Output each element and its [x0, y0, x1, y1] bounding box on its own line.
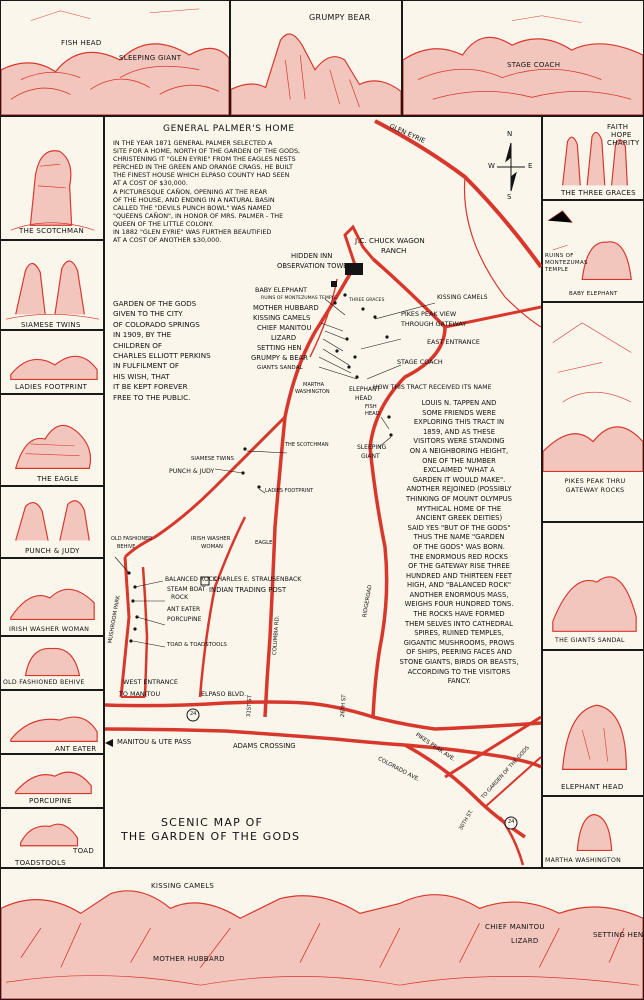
label-steamboat-1: STEAM BOAT	[167, 586, 206, 593]
label-kissing-camels-right: KISSING CAMELS	[437, 294, 488, 301]
panel-stage-coach	[402, 0, 644, 116]
caption-setting-hen: SETTING HEN	[593, 931, 644, 939]
text-line: CHILDREN OF	[113, 340, 163, 350]
label-siamese-twins: SIAMESE TWINS	[191, 456, 234, 462]
text-line: CALLED THE "DEVILS PUNCH BOWL" WAS NAMED	[113, 203, 272, 212]
text-line: CHARLES ELLIOTT PERKINS	[113, 351, 211, 361]
panel-eagle	[0, 394, 104, 486]
text-line: SAID YES "BUT OF THE GODS"	[407, 523, 511, 532]
label-pikes-view-2: THROUGH GATEWAY	[401, 320, 467, 328]
text-line: "QUEENS CAÑON", IN HONOR OF MRS. PALMER - THE	[113, 211, 284, 220]
text-line: LOUIS N. TAPPEN AND	[421, 399, 497, 407]
illustration-rocks	[1, 395, 103, 485]
panel-giants-sandal	[542, 522, 644, 650]
panel-fish-head-sleeping-giant	[0, 0, 230, 116]
label-martha-2: WASHINGTON	[295, 389, 330, 395]
label-31st: 31ST ST	[246, 694, 254, 718]
panel-toad	[0, 808, 104, 868]
panel-grumpy-bear	[230, 0, 402, 116]
panel-scotchman	[0, 116, 104, 240]
text-line: IN THE YEAR 1871 GENERAL PALMER SELECTED A	[113, 139, 273, 147]
compass-n: N	[507, 130, 513, 138]
label-pikes-peak-ave: PIKES PEAK AVE.	[414, 732, 456, 764]
story-heading: HOW THIS TRACT RECEIVED ITS NAME	[373, 384, 492, 391]
label-stage-coach: STAGE COACH	[397, 358, 443, 366]
caption-kissing-camels: KISSING CAMELS	[151, 882, 215, 890]
caption-sleeping-giant: SLEEPING GIANT	[119, 54, 182, 62]
caption-fish-head: FISH HEAD	[61, 39, 102, 47]
text-line: STONE GIANTS, BIRDS OR BEASTS,	[399, 658, 519, 667]
text-line: PERCHED IN THE GREEN AND ORANGE CRAGS. HE BUILT	[113, 163, 293, 172]
caption-beehive: OLD FASHIONED BEHIVE	[3, 679, 85, 686]
label-elpaso-blvd: ELPASO BLVD.	[201, 690, 247, 698]
label-elephant-1: ELEPHANT	[349, 386, 381, 393]
text-line: A PICTURESQUE CAÑON, OPENING AT THE REAR	[113, 187, 268, 196]
panel-irish-washer-woman	[0, 558, 104, 636]
gift-text	[113, 299, 245, 403]
label-hidden-inn-1: HIDDEN INN	[291, 252, 333, 260]
label-ladies-footprint: LADIES FOOTPRINT	[265, 488, 314, 494]
label-balanced-rock: BALANCED ROCK	[165, 576, 217, 583]
label-hidden-inn-2: OBSERVATION TOWER	[277, 262, 353, 270]
map-title-line2: THE GARDEN OF THE GODS	[121, 830, 301, 843]
text-line: FANCY.	[447, 677, 471, 686]
label-26th: 26TH ST	[340, 694, 348, 718]
text-line: HIS WISH, THAT	[113, 371, 170, 381]
panel-pikes-peak-gateway	[542, 302, 644, 522]
text-line: SOME FRIENDS WERE	[422, 408, 496, 417]
illustration-rocks	[403, 1, 643, 115]
text-line: FREE TO THE PUBLIC.	[113, 392, 191, 402]
caption-ant-eater: ANT EATER	[55, 745, 97, 753]
panel-elephant-head	[542, 650, 644, 796]
label-giants-sandal: GIANTS SANDAL	[257, 365, 303, 371]
label-grumpy-bear: GRUMPY & BEAR	[251, 354, 308, 362]
text-line: 1859, AND AS THESE	[422, 427, 496, 436]
label-sleeping-1: SLEEPING	[357, 444, 387, 451]
caption-martha: MARTHA WASHINGTON	[545, 857, 622, 864]
panel-bottom-rocks	[0, 868, 644, 1000]
palmer-text	[113, 139, 413, 244]
caption-porcupine: PORCUPINE	[29, 797, 72, 805]
text-line: OF THE GATEWAY RISE THREE	[408, 562, 510, 571]
text-line: THUS THE NAME "GARDEN	[413, 533, 505, 542]
text-line: SITE FOR A HOME, NORTH OF THE GARDEN OF THE GODS,	[113, 147, 301, 156]
text-line: OF THE GODS" WAS BORN.	[413, 542, 505, 551]
road-mushroom	[121, 557, 129, 697]
label-30th: 30TH ST.	[458, 808, 475, 832]
label-fish-1: FISH	[365, 404, 377, 410]
label-ridgeroad: RIDGEROAD	[362, 584, 374, 618]
label-three-graces: THREE GRACES	[349, 298, 385, 303]
text-line: THE FINEST HOUSE WHICH ELPASO COUNTY HAD SEEN	[113, 171, 290, 180]
text-line: SPIRES, RUINED TEMPLES,	[414, 629, 504, 638]
text-line: IT BE KEPT FOREVER	[113, 382, 188, 392]
caption-pikes-peak: PIKES PEAK THRU GATEWAY ROCKS	[564, 477, 626, 494]
illustration-rocks	[1, 691, 103, 753]
label-to-garden: TO GARDEN OF THE GODS	[480, 745, 531, 801]
text-line: EXPLORING THIS TRACT IN	[413, 418, 505, 427]
compass-w: W	[488, 162, 495, 170]
label-old-beehive-2: BEHIVE	[117, 544, 136, 550]
text-line: ANCIENT GREEK DEITIES)	[415, 514, 503, 523]
label-columbia: COLUMBIA RD.	[272, 615, 281, 656]
label-old-beehive-1: OLD FASHIONED	[111, 536, 153, 542]
compass-rose	[497, 143, 525, 191]
text-line: GARDEN IT WOULD MAKE".	[412, 475, 506, 484]
text-line: OF COLORADO SPRINGS	[113, 319, 200, 329]
caption-charity: CHARITY	[607, 139, 640, 147]
text-line: OF THE HOUSE, AND ENDING IN A NATURAL BASIN	[113, 195, 275, 204]
illustration-rocks	[543, 651, 643, 795]
compass-e: E	[528, 162, 533, 170]
text-line: IN 1882 "GLEN EYRIE" WAS FURTHER BEAUTIFIED	[113, 228, 272, 237]
caption-ladies: LADIES FOOTPRINT	[15, 383, 88, 391]
text-line: AT A COST OF $30,000.	[113, 179, 188, 188]
illustration-rocks	[543, 201, 643, 301]
label-east-entrance: EAST ENTRANCE	[427, 338, 480, 346]
panel-ruins-baby-elephant	[542, 200, 644, 302]
label-mushroom-park: MUSHROOM PARK	[107, 595, 122, 645]
label-glen-eyrie: GLEN EYRIE	[388, 122, 427, 145]
label-pikes-view-1: PIKES PEAK VIEW	[401, 310, 457, 318]
panel-three-graces	[542, 116, 644, 200]
text-line: GIGANTIC MUSHROOMS, PROWS	[403, 638, 515, 647]
text-line: ACCORDING TO THE VISITORS	[407, 667, 511, 676]
panel-porcupine	[0, 754, 104, 808]
caption-toad: TOAD	[73, 847, 95, 855]
label-route-24: 24	[190, 711, 197, 717]
label-chuck-wagon-1: J.C. CHUCK WAGON	[355, 236, 425, 245]
caption-lizard: LIZARD	[511, 937, 539, 945]
label-trading-2: INDIAN TRADING POST	[209, 586, 287, 594]
compass-s: S	[507, 193, 512, 201]
text-line: QUEEN OF THE LITTLE COLONY.	[113, 219, 214, 228]
caption-giants-sandal: THE GIANTS SANDAL	[555, 637, 625, 644]
caption-hope: HOPE	[611, 131, 632, 139]
story-text	[377, 399, 541, 687]
label-colorado-ave: COLORADO AVE.	[376, 756, 421, 784]
label-elephant-2: HEAD	[355, 395, 373, 402]
text-line: THEM SELVES INTO CATHEDRAL	[405, 619, 513, 628]
text-line: THE ROCKS HAVE FORMED	[413, 610, 505, 619]
label-baby-elephant: BABY ELEPHANT	[255, 286, 308, 294]
caption-mother-hubbard: MOTHER HUBBARD	[153, 955, 225, 963]
label-west-entrance: WEST ENTRANCE	[123, 678, 178, 686]
text-line: ONE OF THE NUMBER	[422, 456, 496, 465]
label-eagle: EAGLE	[255, 540, 273, 546]
label-toad: TOAD & TOADSTOOLS	[167, 642, 227, 648]
label-fish-2: HEAD	[365, 411, 380, 417]
caption-punch: PUNCH & JUDY	[25, 547, 80, 555]
label-porcupine: PORCUPINE	[167, 616, 202, 623]
caption-irish: IRISH WASHER WOMAN	[9, 625, 90, 633]
text-line: THINKING OF MOUNT OLYMPUS	[406, 494, 512, 503]
text-line: IN FULFILMENT OF	[113, 361, 180, 371]
label-steamboat-2: ROCK	[171, 594, 189, 601]
text-line: VISITORS WERE STANDING	[413, 437, 505, 446]
label-ant-eater: ANT EATER	[167, 606, 201, 613]
label-irish-2: WOMAN	[201, 544, 223, 550]
label-martha-1: MARTHA	[303, 382, 325, 388]
illustration-rocks	[1, 117, 103, 239]
map-title-line1: SCENIC MAP OF	[161, 816, 263, 829]
label-adams-crossing: ADAMS CROSSING	[233, 742, 296, 750]
panel-ladies-footprint	[0, 330, 104, 394]
text-line: MYTHICAL HOME OF THE	[416, 504, 502, 513]
map-area	[104, 116, 542, 868]
panel-punch-judy	[0, 486, 104, 558]
text-line: THE ENORMOUS RED ROCKS	[410, 552, 508, 561]
panel-martha-washington	[542, 796, 644, 868]
illustration-rocks	[1, 1, 229, 115]
illustration-rocks	[1, 241, 103, 329]
text-line: EXCLAIMED "WHAT A	[423, 466, 495, 475]
caption-siamese: SIAMESE TWINS	[21, 321, 81, 329]
text-line: HIGH, AND "BALANCED ROCK"	[407, 581, 511, 590]
caption-ruins: RUINS OF MONTEZUMAS TEMPLE	[545, 253, 588, 273]
illustration-rocks	[543, 523, 643, 649]
text-line: ANOTHER REJOINED (POSSIBLY	[406, 485, 512, 494]
label-irish-1: IRISH WASHER	[191, 536, 231, 542]
label-chuck-wagon-2: RANCH	[381, 246, 407, 255]
illustration-rocks	[1, 559, 103, 635]
caption-baby-elephant: BABY ELEPHANT	[569, 291, 618, 297]
label-mother-hubbard: MOTHER HUBBARD	[253, 304, 319, 312]
label-punch-judy: PUNCH & JUDY	[169, 468, 215, 475]
caption-eagle: THE EAGLE	[37, 475, 79, 483]
label-to-manitou: TO MANITOU	[119, 690, 161, 698]
caption-grumpy-bear: GRUMPY BEAR	[309, 13, 371, 22]
caption-faith: FAITH	[607, 123, 629, 131]
text-line: GARDEN OF THE GODS	[113, 299, 197, 308]
illustration-rocks	[1, 869, 643, 999]
caption-stage-coach: STAGE COACH	[507, 61, 561, 69]
label-lizard: LIZARD	[271, 334, 297, 342]
label-sleeping-2: GIANT	[361, 453, 380, 460]
label-setting-hen: SETTING HEN	[257, 344, 302, 352]
palmer-heading: GENERAL PALMER'S HOME	[163, 124, 295, 134]
label-ruins: RUINS OF MONTEZUMAS TEMPLE	[261, 296, 338, 301]
text-line: ANOTHER ENORMOUS MASS,	[409, 590, 509, 599]
label-kissing-camels: KISSING CAMELS	[253, 314, 311, 322]
label-trading-1: CHARLES E. STRAUSENBACK	[213, 576, 302, 583]
road-elpaso-blvd	[105, 702, 541, 729]
caption-three-graces: THE THREE GRACES	[561, 189, 636, 197]
panel-siamese-twins	[0, 240, 104, 330]
caption-toadstools: TOADSTOOLS	[15, 859, 66, 867]
label-chief-manitou: CHIEF MANITOU	[257, 324, 312, 332]
text-line: ON A NEIGHBORING HEIGHT,	[409, 446, 509, 455]
text-line: CHRISTENING IT "GLEN EYRIE" FROM THE EAGLES NESTS	[113, 155, 296, 164]
text-line: OF SHIPS, PEERING FACES AND	[406, 648, 512, 657]
text-line: IN 1909, BY THE	[113, 330, 172, 340]
panel-beehive	[0, 636, 104, 690]
text-line: AT A COST OF ANOTHER $30,000.	[113, 236, 222, 245]
caption-elephant-head: ELEPHANT HEAD	[561, 783, 624, 791]
label-manitou-ute: MANITOU & UTE PASS	[117, 738, 192, 746]
caption-chief-manitou: CHIEF MANITOU	[485, 923, 545, 931]
text-line: GIVEN TO THE CITY	[113, 309, 183, 319]
caption-scotchman: THE SCOTCHMAN	[19, 227, 85, 235]
label-the-scotchman: THE SCOTCHMAN	[285, 442, 329, 448]
panel-ant-eater	[0, 690, 104, 754]
text-line: WEIGHS FOUR HUNDRED TONS.	[404, 600, 514, 609]
label-route-24-east: 24	[508, 819, 515, 825]
text-line: HUNDRED AND THIRTEEN FEET	[405, 571, 513, 580]
